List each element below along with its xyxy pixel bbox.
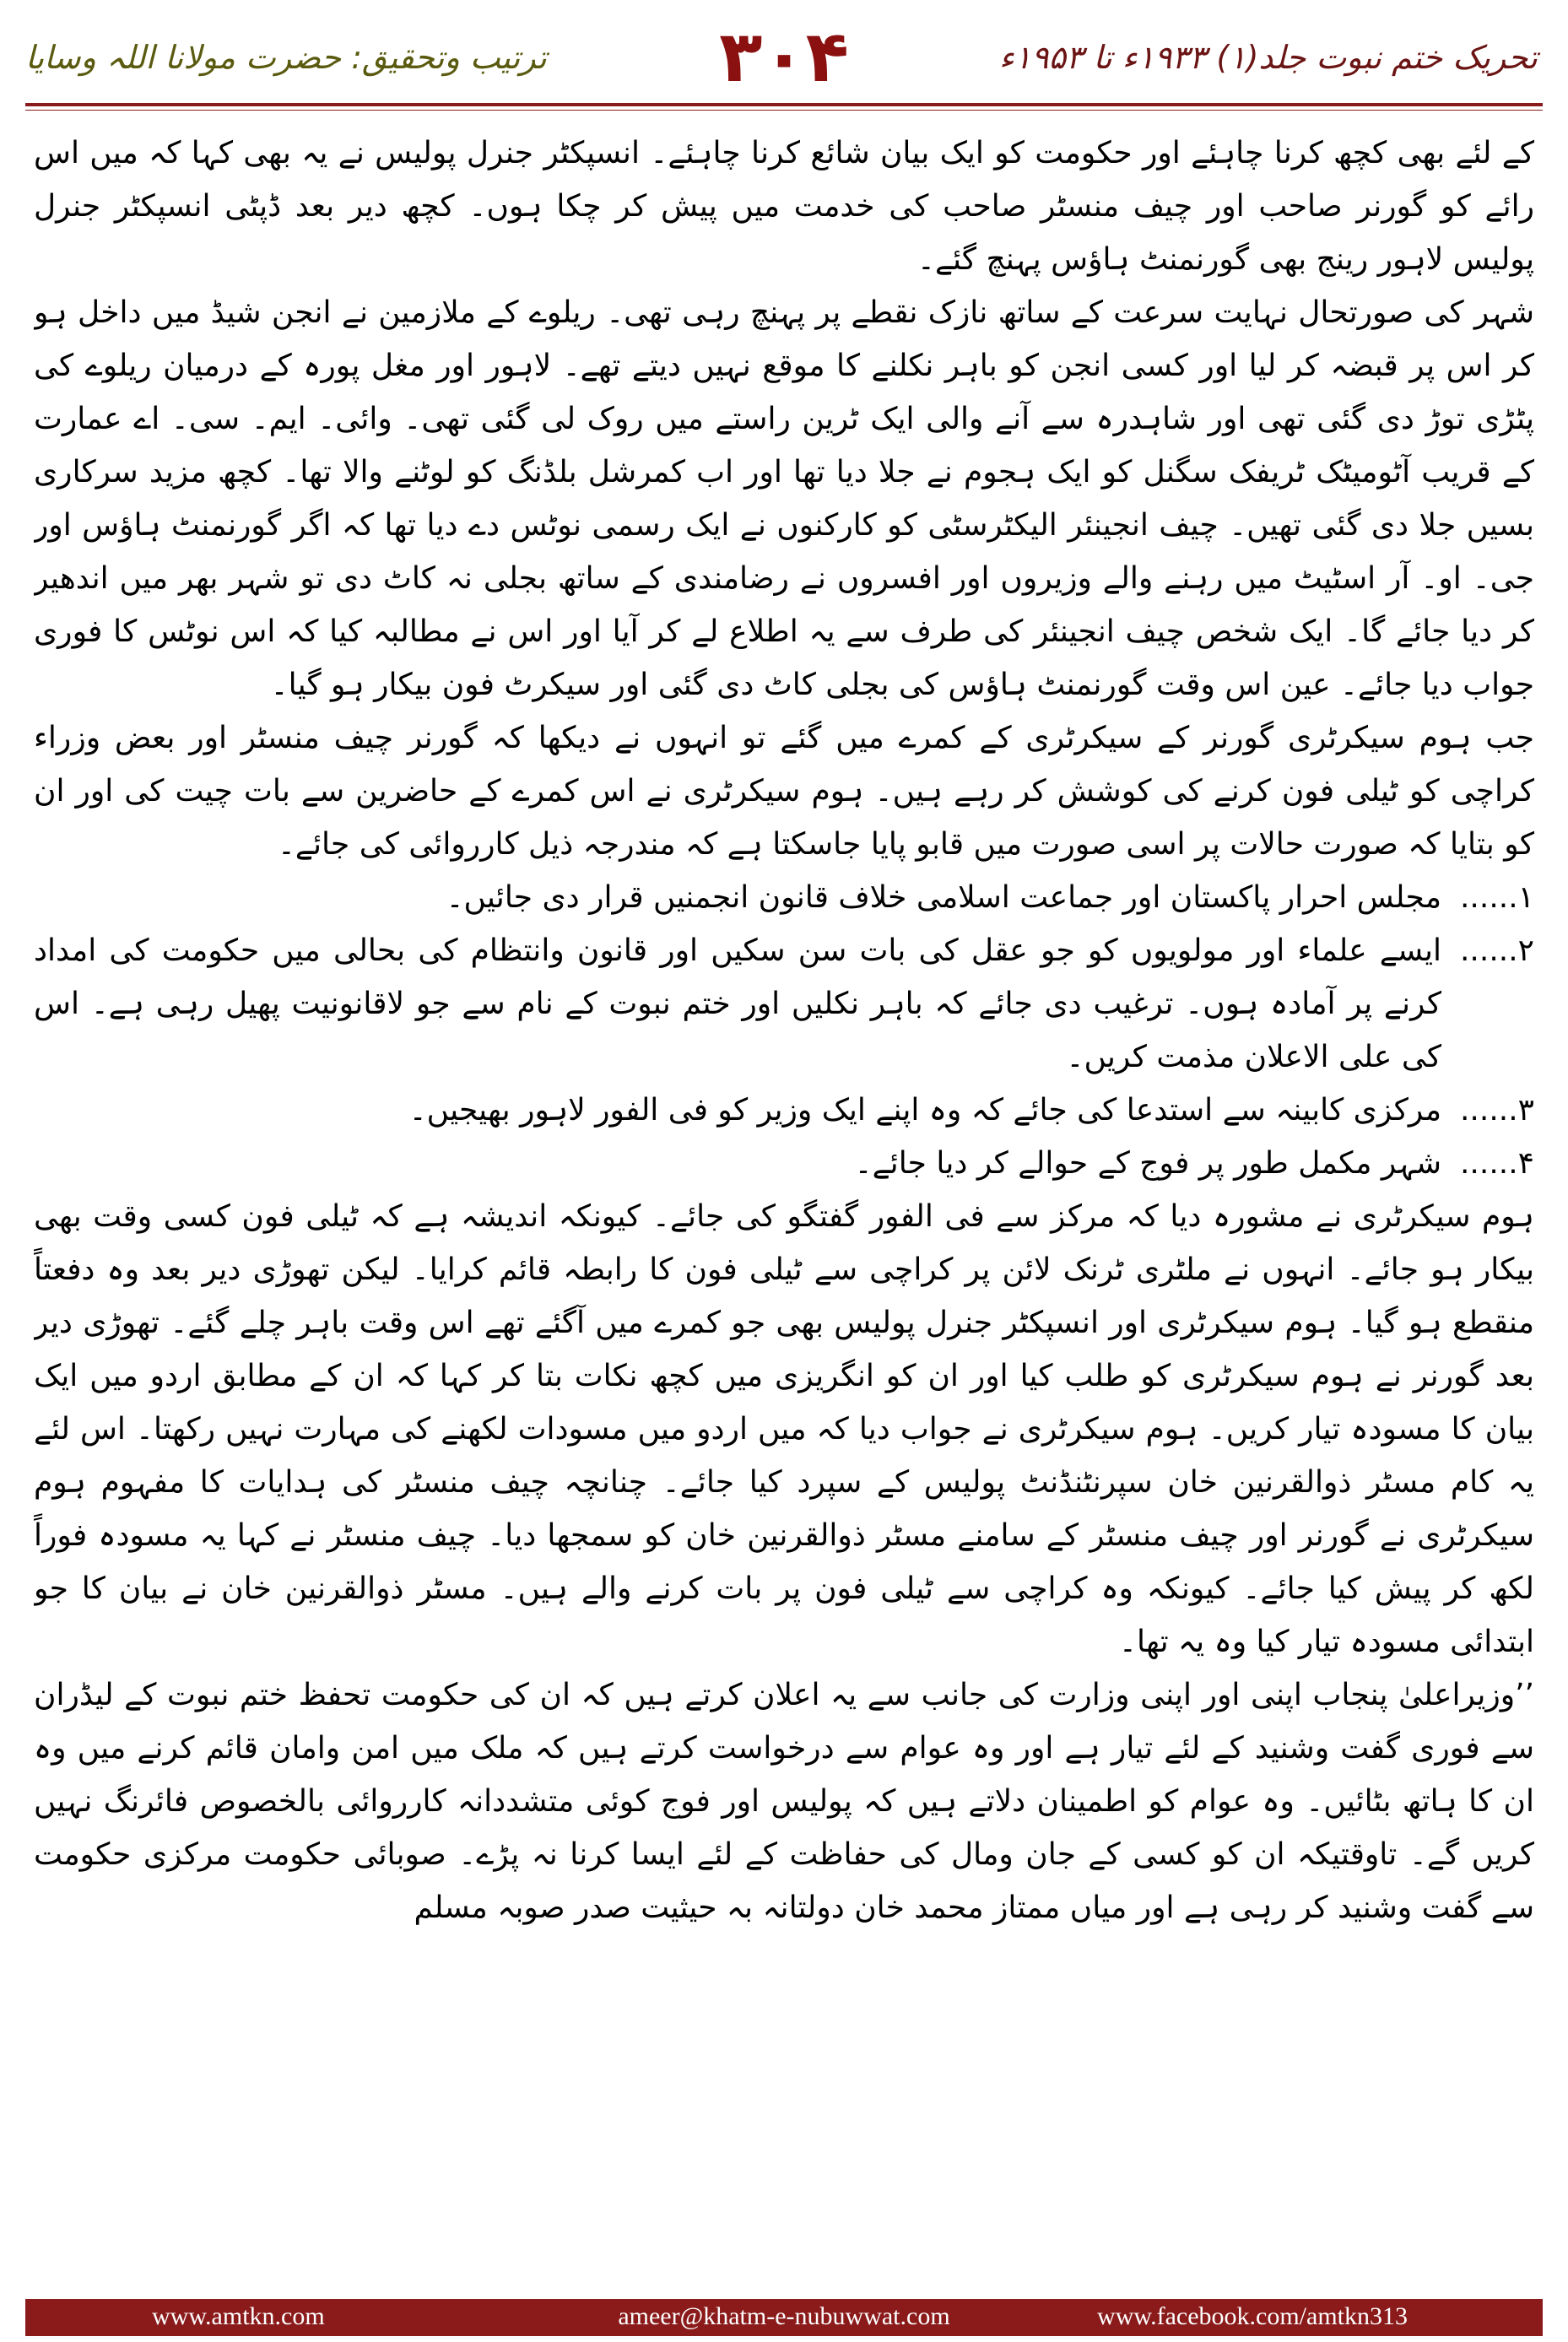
footer-bar — [25, 2299, 1543, 2336]
measure-number: ۲...... — [1459, 933, 1534, 968]
page-body — [34, 127, 1534, 2279]
compiler-credit: ترتیب وتحقیق: حضرت مولانا اللہ وسایا — [25, 39, 547, 76]
website-link[interactable]: www.amtkn.com — [152, 2302, 325, 2330]
page-header — [0, 0, 1568, 118]
header-rule-thin — [25, 110, 1543, 111]
page-footer — [0, 2289, 1568, 2342]
measure-text: ایسے علماء اور مولویوں کو جو عقل کی بات سن سکیں اور قانون وانتظام کی بحالی میں حکومت کی امداد کرنے پر آمادہ ہوں۔ ترغیب دی جائے کہ باہر نکلیں اور ختم نبوت کے نام سے جو لاقانونیت پھیل رہی ہے۔ اس کی علی الاعلان مذمت کریں۔ — [34, 933, 1441, 1074]
facebook-link[interactable]: www.facebook.com/amtkn313 — [1097, 2302, 1408, 2330]
measure-number: ۳...... — [1459, 1093, 1534, 1128]
email-link[interactable]: ameer@khatm-e-nubuwwat.com — [618, 2302, 950, 2330]
measure-item — [34, 871, 1534, 924]
paragraph-3: جب ہوم سیکرٹری گورنر کے سیکرٹری کے کمرے میں گئے تو انہوں نے دیکھا کہ گورنر چیف منسٹر اور بعض وزراء کراچی کو ٹیلی فون کرنے کی کوشش کر رہے ہیں۔ ہوم سیکرٹری نے اس کمرے کے حاضرین سے بات چیت کی اور ان کو بتایا کہ صورت حالات پر اسی صورت میں قابو پایا جاسکتا ہے کہ مندرجہ ذیل کارروائی کی جائے۔ — [34, 721, 1534, 862]
book-title: تحریک ختم نبوت جلد(۱) ۱۹۳۳ء تا ۱۹۵۳ء — [998, 39, 1538, 76]
measure-number: ۴...... — [1459, 1146, 1534, 1181]
measure-text: شہر مکمل طور پر فوج کے حوالے کر دیا جائے۔ — [854, 1146, 1441, 1181]
measure-number: ۱...... — [1459, 880, 1534, 915]
paragraph-after-measures: ہوم سیکرٹری نے مشورہ دیا کہ مرکز سے فی الفور گفتگو کی جائے۔ کیونکہ اندیشہ ہے کہ ٹیلی فون کسی وقت بھی بیکار ہو جائے۔ انہوں نے ملٹری ٹرنک لائن پر کراچی سے ٹیلی فون کا رابطہ قائم کرایا۔ لیکن تھوڑی دیر بعد وہ دفعتاً منقطع ہو گیا۔ ہوم سیکرٹری اور انسپکٹر جنرل پولیس بھی جو کمرے میں آگئے تھے اس وقت باہر چلے گئے۔ تھوڑی دیر بعد گورنر نے ہوم سیکرٹری کو طلب کیا اور ان کو انگریزی میں کچھ نکات بتا کر کہا کہ ان کے مطابق اردو میں ایک بیان کا مسودہ تیار کریں۔ ہوم سیکرٹری نے جواب دیا کہ میں اردو میں مسودات لکھنے کی مہارت نہیں رکھتا۔ اس لئے یہ کام مسٹر ذوالقرنین خان سپرنٹنڈنٹ پولیس کے سپرد کیا جائے۔ چنانچہ چیف منسٹر کی ہدایات کا مفہوم ہوم سیکرٹری نے گورنر اور چیف منسٹر کے سامنے مسٹر ذوالقرنین خان کو سمجھا دیا۔ چیف منسٹر نے کہا یہ مسودہ فوراً لکھ کر پیش کیا جائے۔ کیونکہ وہ کراچی سے ٹیلی فون پر بات کرنے والے ہیں۔ مسٹر ذوالقرنین خان نے بیان کا جو ابتدائی مسودہ تیار کیا وہ یہ تھا۔ — [34, 1199, 1534, 1659]
page-number: ۳۰۴ — [719, 15, 849, 98]
paragraph-1: کے لئے بھی کچھ کرنا چاہئے اور حکومت کو ایک بیان شائع کرنا چاہئے۔ انسپکٹر جنرل پولیس نے یہ بھی کہا کہ میں اس رائے کو گورنر صاحب اور چیف منسٹر صاحب کی خدمت میں پیش کر چکا ہوں۔ کچھ دیر بعد ڈپٹی انسپکٹر جنرل پولیس لاہور رینج بھی گورنمنٹ ہاؤس پہنچ گئے۔ — [34, 136, 1534, 277]
paragraph-2: شہر کی صورتحال نہایت سرعت کے ساتھ نازک نقطے پر پہنچ رہی تھی۔ ریلوے کے ملازمین نے انجن شیڈ میں داخل ہو کر اس پر قبضہ کر لیا اور کسی انجن کو باہر نکلنے کا موقع نہیں دیتے تھے۔ لاہور اور مغل پورہ کے درمیان ریلوے کی پٹڑی توڑ دی گئی تھی اور شاہدرہ سے آنے والی ایک ٹرین راستے میں روک لی گئی تھی۔ وائی۔ ایم۔ سی۔ اے عمارت کے قریب آٹومیٹک ٹریفک سگنل کو ایک ہجوم نے جلا دیا تھا اور اب کمرشل بلڈنگ کو لوٹنے والا تھا۔ کچھ مزید سرکاری بسیں جلا دی گئی تھیں۔ چیف انجینئر الیکٹرسٹی کو کارکنوں نے ایک رسمی نوٹس دے دیا تھا کہ اگر گورنمنٹ ہاؤس اور جی۔ او۔ آر اسٹیٹ میں رہنے والے وزیروں اور افسروں نے رضامندی کے ساتھ بجلی نہ کاٹ دی تو شہر بھر میں اندھیر کر دیا جائے گا۔ ایک شخص چیف انجینئر کی طرف سے یہ اطلاع لے کر آیا اور اس نے مطالبہ کیا کہ اس نوٹس کا فوری جواب دیا جائے۔ عین اس وقت گورنمنٹ ہاؤس کی بجلی کاٹ دی گئی اور سیکرٹ فون بیکار ہو گیا۔ — [34, 295, 1534, 702]
measure-item — [34, 1137, 1534, 1190]
measure-item — [34, 1084, 1534, 1137]
measure-text: مرکزی کابینہ سے استدعا کی جائے کہ وہ اپنے ایک وزیر کو فی الفور لاہور بھیجیں۔ — [408, 1093, 1441, 1128]
header-rule — [25, 103, 1543, 106]
draft-statement-quote: ’’وزیراعلیٰ پنجاب اپنی اور اپنی وزارت کی جانب سے یہ اعلان کرتے ہیں کہ ان کی حکومت تحفظ ختم نبوت کے لیڈران سے فوری گفت وشنید کے لئے تیار ہے اور وہ عوام سے درخواست کرتے ہیں کہ ملک میں امن وامان قائم کرنے میں وہ ان کا ہاتھ بٹائیں۔ وہ عوام کو اطمینان دلاتے ہیں کہ پولیس اور فوج کوئی متشددانہ کارروائی بالخصوص فائرنگ نہیں کریں گے۔ تاوقتیکہ ان کو کسی کے جان ومال کی حفاظت کے لئے ایسا کرنا نہ پڑے۔ صوبائی حکومت مرکزی حکومت سے گفت وشنید کر رہی ہے اور میاں ممتاز محمد خان دولتانہ بہ حیثیت صدر صوبہ مسلم — [34, 1678, 1534, 1925]
measure-item — [34, 924, 1534, 1084]
measure-text: مجلس احرار پاکستان اور جماعت اسلامی خلاف قانون انجمنیں قرار دی جائیں۔ — [446, 880, 1441, 915]
